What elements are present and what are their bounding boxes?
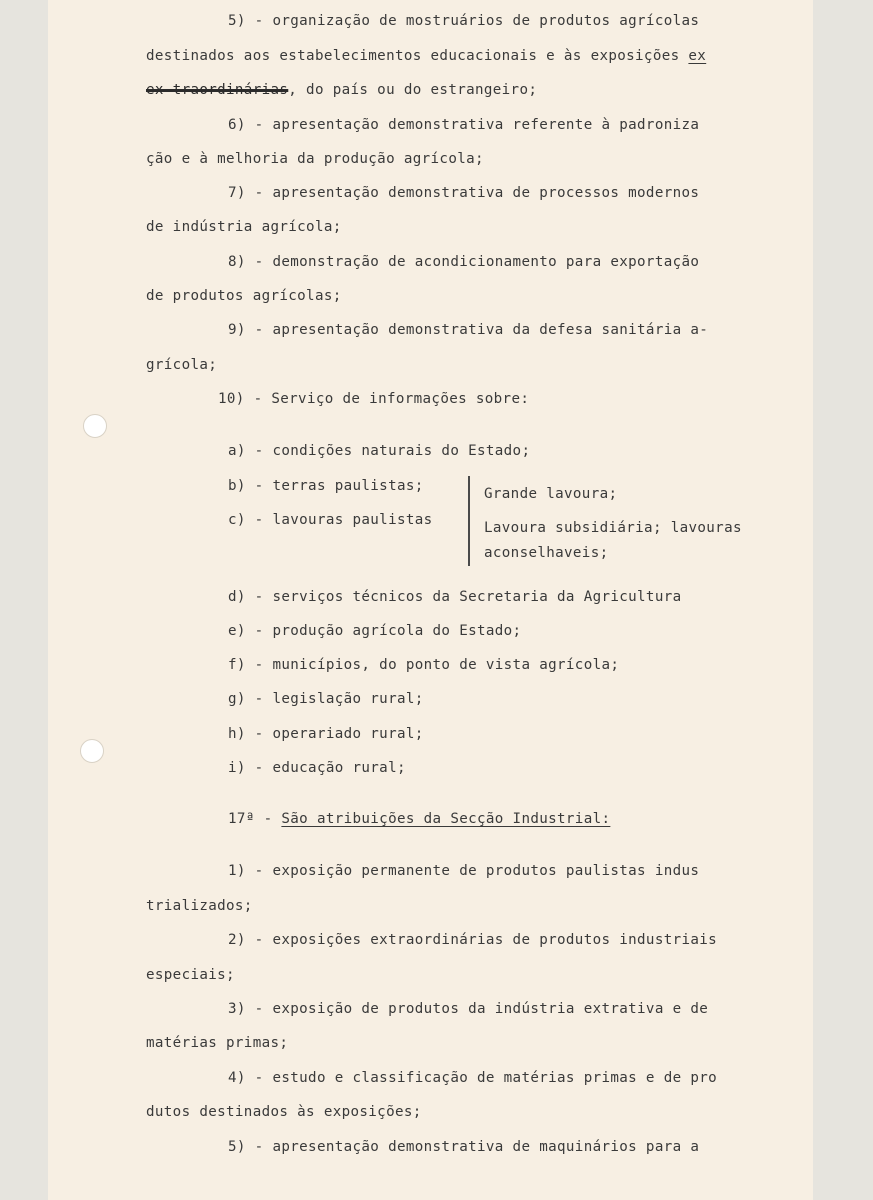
subitem-line: e) - produção agrícola do Estado; — [228, 623, 522, 639]
struck-text: ex traordinárias — [146, 82, 289, 98]
subitem-line: h) - operariado rural; — [228, 726, 424, 742]
item-line: 9) - apresentação demonstrativa da defesa sanitária a- — [228, 322, 709, 338]
item-line: de indústria agrícola; — [146, 219, 342, 235]
subitem-line: i) - educação rural; — [228, 760, 406, 776]
item-line: de produtos agrícolas; — [146, 288, 342, 304]
item-line: especiais; — [146, 967, 235, 983]
subitem-line: d) - serviços técnicos da Secretaria da Agricultura — [228, 589, 682, 605]
subitem-line: g) - legislação rural; — [228, 691, 424, 707]
item-line: 3) - exposição de produtos da indústria extrativa e de — [228, 1001, 709, 1017]
item-line: 10) - Serviço de informações sobre: — [218, 391, 530, 407]
bracket-line — [468, 476, 470, 566]
section-heading: 17ª - São atribuições da Secção Industrial: — [228, 811, 611, 827]
item-line: 1) - exposição permanente de produtos paulistas indus — [228, 863, 700, 879]
bracket-note: Grande lavoura; — [484, 486, 618, 502]
subitem-line: c) - lavouras paulistas — [228, 512, 433, 528]
subitem-line: f) - municípios, do ponto de vista agrícola; — [228, 657, 620, 673]
item-line: 5) - apresentação demonstrativa de maquinários para a — [228, 1139, 700, 1155]
item-line: destinados aos estabelecimentos educacionais e às exposições ex — [146, 48, 707, 64]
bracket-note: Lavoura subsidiária; lavouras — [484, 520, 742, 536]
bracket-note: aconselhaveis; — [484, 545, 609, 561]
item-line: dutos destinados às exposições; — [146, 1104, 422, 1120]
item-line: 7) - apresentação demonstrativa de processos modernos — [228, 185, 700, 201]
item-line: 6) - apresentação demonstrativa referente à padroniza — [228, 117, 700, 133]
subitem-line: b) - terras paulistas; — [228, 478, 424, 494]
item-line: trializados; — [146, 898, 253, 914]
item-line: 8) - demonstração de acondicionamento para exportação — [228, 254, 700, 270]
item-line: 4) - estudo e classificação de matérias primas e de pro — [228, 1070, 718, 1086]
item-line: grícola; — [146, 357, 218, 373]
item-line: 5) - organização de mostruários de produtos agrícolas — [228, 13, 700, 29]
item-line: ção e à melhoria da produção agrícola; — [146, 151, 484, 167]
item-line: matérias primas; — [146, 1035, 289, 1051]
item-line: 2) - exposições extraordinárias de produtos industriais — [228, 932, 718, 948]
section-title: São atribuições da Secção Industrial: — [281, 811, 611, 827]
subitem-line: a) - condições naturais do Estado; — [228, 443, 531, 459]
item-line: ex traordinárias, do país ou do estrangeiro; — [146, 82, 538, 98]
